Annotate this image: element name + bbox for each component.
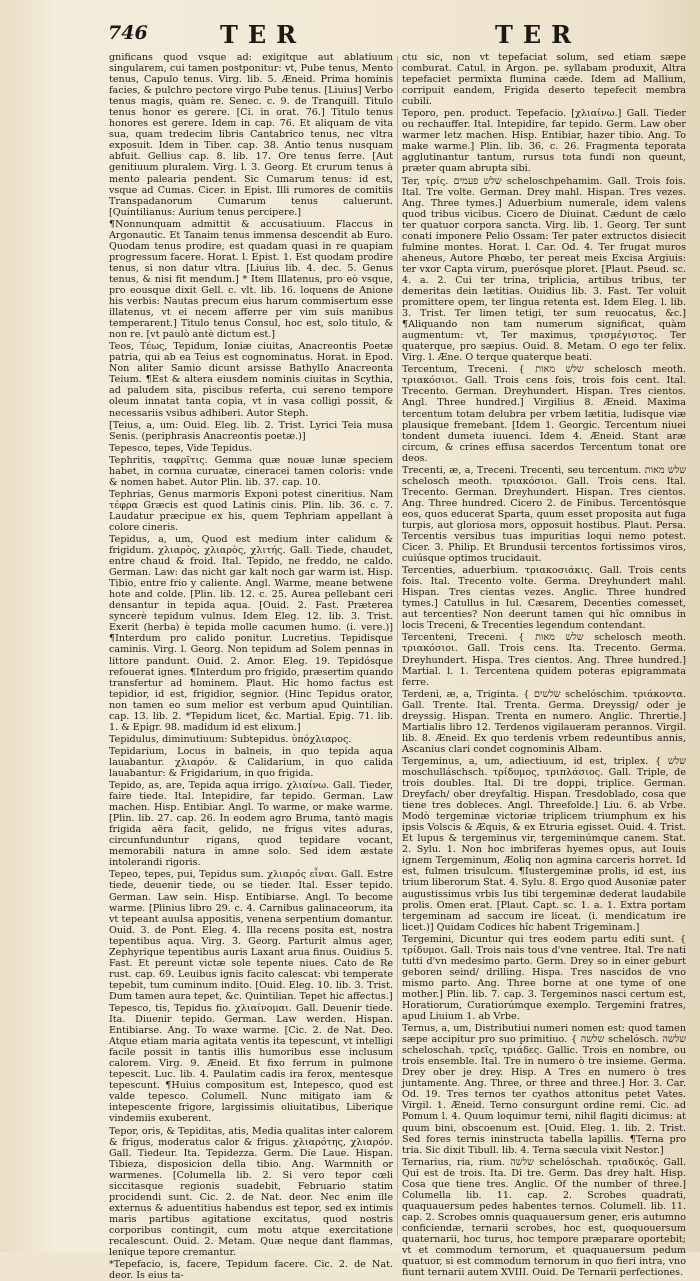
dictionary-entry: Tercentum, Treceni. { שלש מאות schelosch meoth. τριακόσιοι. Gall. Trois cens fois, trois fois cent. Ital. Trecento. German. Dreyhundert. Hispan. Tres cientos. Angl. Three hundred.] Virgilius 8. Æneid. Maxima tercentum totam delubra per vrbem lætitia, ludisque viæ plausique fremebant. [Idem 1. Georgic. Tercentum niuei tondent dumeta iuuenci. Idem 4. Æneid. Stant aræ circum, & crines effusa sacerdos Tercentum tonat ore deos.	[402, 364, 686, 464]
dictionary-entry: Ternus, a, um, Distributiui numeri nomen est: quod tamen sæpe accipitur pro suo primitiuo. { שלשה schelósch. שלשה scheloschah. τρεῖς, τριάδες. Gallic. Trois en nombre, ou trois ensemble. Ital. Tre in numero ò tre insieme. Germa. Drey ober je drey. Hisp. A Tres en numero ò tres juntamente. Ang. Three, or three and three.] Hor. 3. Car. Od. 19. Tres ternos ter cyathos attonitus petet Vates. Virgil. 1. Æneid. Terno consurgunt ordine remi. Cic. ad Pomum l. 4. Quum loquimur terni, nihil flagiti dicimus: at quum bini, obscoenum est. [Ouid. Eleg. 1. lib. 2. Trist. Sed fores ternis ininstructa tabella lapillis. ¶Terna pro tria. Sic dixit Tibull. lib. 4. Terna sæcula vixit Nestor.]	[402, 1023, 686, 1156]
dictionary-entry: Tergeminus, a, um, adiectiuum, id est, triplex. { שלש moschulláschsch. τρίδυμος, τριπλάσιος. Gall. Triple, de trois doubles. Ital. Di tre doppi, triplice. German. Dreyfach/ ober dreyfaltig. Hispan. Tresdoblado, cosa que tiene tres dobleces. Angl. Threefolde.] Liu. 6. ab Vrbe. Modò tergeminæ victoriæ triplicem triumphum ex his ipsis Volscis & Æquis, & ex Etruria egisset. Ouid. 4. Trist. Et lupus & tergeminus vir, tergeminúmque canem. Stat. 2. Sylu. 1. Non hoc imbriferas hyemes opus, aut Iouis ignem Tergeminum, Æoliq non agmina carceris horret. Id est, fulmen trisulcum. ¶Iustergeminæ prolis, id est, ius trium liberorum Stat. 4. Sylu. 8. Ergo quod Ausoniæ pater augustissimus vrbis Ius tibi tergeminæ dederat laudabile prolis. Omen erat. [Plaut. Capt. sc. 1. a. 1. Extra portam tergeminam ad saccum ire liceat. (i. mendicatum ire licet.)] Quidam Codices hîc habent Trigeminam.]	[402, 755, 686, 933]
dictionary-entry: Trecenti, æ, a, Treceni. Trecenti, seu tercentum. שלש מאות schelosch meoth. τριακόσιοι. Gall. Trois cens. Ital. Trecento. German. Dreyhundert. Hispan. Tres cientos. Ang. Three hundred. Cicero 2. de Finibus. Tercentósque eos, quos educerat Sparta, quum esset proposita aut fuga turpis, aut gloriosa mors, opposuit hostibus. Plaut. Persa. Tercentis versibus tuas impuritias loqui nemo potest. Cicer. 3. Philip. Et Brundusii tercentos fortissimos viros, cuiúsque optimos trucidauit.	[402, 464, 686, 565]
dictionary-entry: Ternarius, ria, rium. שלשה schelóschah. τριαδικός. Gall. Qui est de trois. Ita. Di tre. Germ. Das drey halt. Hisp. Cosa que tiene tres. Anglic. Of the number of three.] Columella lib. 11. cap. 2. Scrobes quadrati, quaquauersum pedes habentes ternos. Columell. lib. 11. cap. 2. Scrobes omnis quaquauersum gener, eris autumno conficiendæ, ternarii scrobes, hoc est, quoquouersum quaternarii, hoc turus, hoc tempore præparare oportebit; vt et commodum ternorum, et quaquauersum pedum quatuor, si est commodum ternorum in quo fieri intra, vno fiunt ternarii autem XVIII. Ouid. De Ternarii perfectiones.	[402, 1156, 686, 1279]
dictionary-entry: Tepor, oris, & Tepiditas, atis, Media qualitas inter calorem & frigus, moderatus calor & frigus. χλιαρότης, χλιαρόν. Gall. Tiedeur. Ita. Tepidezza. Germ. Die Laue. Hispan. Tibieza, disposicion della tibio. Ang. Warmnith or warmenes. [Columella lib. 2. Si vero tepor cœli siccitasque regionis suadebit, Februario statim procidendi sunt. Cic. 2. de Nat. deor. Nec enim ille externus & aduentitius habendus est tepor, sed ex intimis maris partibus agitatione excitatus, quod nostris corporibus contingit, cum motu atque exercitatione recalescunt. Ouid. 2. Metam. Quæ neque dant flammas, lenique tepore cremantur.	[109, 1125, 393, 1259]
dictionary-entry: Terdeni, æ, a, Triginta. { שלשים schelóschim. τριάκοντα. Gall. Trente. Ital. Trenta. Germa. Dreyssig/ oder je dreyssig. Hispan. Trenta en numero. Anglic. Thrertie.] Martialis libro 12. Terdenos vigilaueram perannos. Virgil. lib. 8. Æneid. Ex quo terdenis vrbem redeuntibus annis, Ascanius clari condet cognominis Albam.	[402, 688, 686, 755]
dictionary-entry: Tercenteni, Treceni. { שלש מאות schelosch meoth. τριακόσιοι. Gall. Trois cens. Ita. Trecento. Germa. Dreyhundert. Hispa. Tres cientos. Ang. Three hundred.] Martial. l. 1. Tercentena quidem poteras epigrammata ferre.	[402, 632, 686, 688]
running-head-right: TER	[495, 20, 582, 49]
dictionary-entry: ctu sic, non vt tepefaciat solum, sed etiam sæpe comburat. Catul. in Argon. pe. syllabam produxit, Altra tepefaciet permixta flumina cæde. Idem ad Mallium, corripuit eandem, Frigida deserto tepefecit membra cubili.	[402, 52, 686, 108]
column-divider	[397, 56, 398, 1236]
dictionary-entry: Teporo, pen. product. Tepefacio. [χλιαίνω.] Gall. Tieder ou rechauffer. Ital. Intepidire, far tepido. Germ. Law ober warmer letz machen. Hisp. Entibiar, hazer tibio. Ang. To make warme.] Plin. lib. 36. c. 26. Fragmenta teporata agglutinantur tantum, rursus tota fundi non queunt, præter quam abrupta sibi.	[402, 108, 686, 175]
dictionary-entry: Tepidulus, diminutiuum: Subtepidus. ὑπόχλιαρος.	[109, 733, 352, 745]
dictionary-entry: Tepeo, tepes, pui, Tepidus sum. χλιαρός εἶναι. Gall. Estre tiede, deuenir tiede, ou se tieder. Ital. Esser tepido. German. Law sein. Hisp. Entibiarse. Angl. To become warme. [Plinius libro 29. c. 4. Carnibus galinaceorum, ita vt tepeant auulsa appositis, venena serpentium domantur. Ouid. 3. de Pont. Eleg. 4. Illa recens posita est, nostra tepentibus aqua. Virg. 3. Georg. Parturit almus ager, Zephyrique tepentibus auris Laxant arua finus. Ouidius 5. Fast. Et pereunt victæ sole tepente niues. Cato de Re rust. cap. 69. Leuibus ignis facito calescat: vbi temperate tepebit, tum cuminum indito. [Ouid. Eleg. 10. lib. 3. Trist. Dum tamen aura tepet, &c. Quintilian. Tepet hic affectus.]	[109, 869, 393, 1002]
dictionary-entry: gnificans quod vsque ad: exigitque aut ablatiuum singularem, cui tamen postponitur: vt, Pube tenus, Mento tenus, Capulo tenus. Virg. lib. 5. Æneid. Prima hominis facies, & pulchro pectore virgo Pube tenus. [Liuius] Verbo tenus magis, quàm re. Senec. c. 9. de Tranquill. Titulo tenus honor es gerere. [Ci. in orat. 76.] Titulo tenus honores est gerere. Idem in cap. 76. Et aliquam de vita sua, quam tredecim libris Cantabrico tenus, nec vltra exposuit. Idem in Tiber. cap. 38. Antio tenus nusquam abfuit. Gellius cap. 8. lib. 17. Ore tenus ferre. [Aut genitiuum pluralem. Virg. l. 3. Georg. Et crurum tenus à mento palearia pendent. Sic Cumarum tenus: id est, vsque ad Cumas. Cicer. in Epist. Illi rumores de comitiis Transpadanorum Cumarum tenus caluerunt. [Quintilianus: Aurium tenus percipere.]	[109, 52, 393, 218]
dictionary-entry: Tephrias, Genus marmoris Exponi potest cineritius. Nam τέφρα Græcis est quod Latinis cinis. Plin. lib. 36. c. 7. Laudatur præcipue ex his, quem Tephriam appellant à colore cineris.	[109, 488, 393, 533]
page-header	[0, 14, 700, 48]
page-number: 746	[108, 22, 148, 44]
text-columns	[108, 52, 686, 1281]
dictionary-entry: Tephritis, ταφρῖτις. Gemma quæ nouæ lunæ speciem habet, in cornua curuatæ, cineracei tamen coloris: vnde & nomen habet. Autor Plin. lib. 37. cap. 10.	[109, 454, 393, 488]
dictionary-entry: *Tepefacio, is, facere, Tepidum facere. Cic. 2. de Nat. deor. Is eius ta-	[109, 1259, 393, 1281]
running-head-left: TER	[220, 20, 307, 49]
dictionary-entry: Tepesco, tepes, Vide Tepidus.	[109, 442, 253, 454]
dictionary-entry: Tercenties, aduerbium. τριακοσιάκις. Gall. Trois cents fois. Ital. Trecento volte. Germa. Dreyhundert mahl. Hispan. Tres cientas vezes. Anglic. Three hundred tymes.] Catullus in Iul. Cæsarem, Decenties comesset, aut tercenties? Non deerunt tamen qui hîc omnibus in locis Treceni, & Trecenties legendum contendant.	[402, 565, 686, 632]
left-column	[108, 52, 393, 1281]
dictionary-entry: Ter, τρίς. שלש פעמים scheloschpehamim. Gall. Trois fois. Ital. Tre volte. German. Drey mahl. Hispan. Tres vezes. Ang. Three tymes.] Aduerbium numerale, idem valens quod tribus vicibus. Cicero de Diuinat. Cædunt de cælo ter quatuor corpora sancta. Virg. lib. 1. Georg. Ter sunt conati imponere Pelio Ossam: Ter pater extructos disiecit fulmine montes. Horat. l. Car. Od. 4. Ter frugat muros aheneus, Autore Phœbo, ter pereat meis Excisa Argiuis: ter vxor Capta virum, puerósque ploret. [Plaut. Pseud. sc. 4. a. 2. Cui ter trina, triplicia, artibus tribus, ter demeritas dein lætitias. Ouidius lib. 3. Fast. Ter voluit promittere opem, ter lingua retenta est. Idem Eleg. l. lib. 3. Trist. Ter limen tetigi, ter sum reuocatus, &c.] ¶Aliquando non tam numerum significat, quàm augmentum: vt, Ter maximus, τρισμέγιστος. Ter quaterque, pro sæpius. Ouid. 8. Metam. O ego ter felix. Virg. l. Æne. O terque quaterque beati.	[402, 175, 686, 364]
dictionary-entry: Tergemini, Dicuntur qui tres eodem partu editi sunt. { τρίδυμοι. Gall. Trois nais tous d'vne ventree. Ital. Tre nati tutti d'vn medesimo parto. Germ. Drey so in einer geburt geboren seind/ drilling. Hispa. Tres nascidos de vno mismo parto. Ang. Three borne at one tyme of one mother.] Plin. lib. 7. cap. 3. Tergeminos nasci certum est, Horatiorum, Curatiorúmque exemplo. Tergemini fratres, apud Liuium 1. ab Vrbe.	[402, 933, 686, 1023]
dictionary-entry: Tepido, as, are, Tepida aqua irrigo. χλιαίνω. Gall. Tieder, faire tiede. Ital. Intepidire, far tepido. German. Law machen. Hisp. Entibiar. Angl. To warme, or make warme. [Plin. lib. 27. cap. 26. In eodem agro Bruma, tantò magis frigida aëra facit, gelido, ne frigus vites aduras, circunfunduntur rigans, quod tepidare vocant, memorabili natura in amne solo. Sed idem æstate intolerandi rigoris.	[109, 780, 393, 869]
dictionary-entry: Tepidus, a, um, Quod est medium inter calidum & frigidum. χλιαρὸς, χλιαρὸς, χλιτής. Gall. Tiede, chaudet, entre chaud & froid. Ital. Tepido, ne freddo, ne caldo. German. Law: das nicht gar kalt noch gar warm ist. Hisp. Tibio, entre frio y caliente. Angl. Warme, meane betwene hote and colde. [Plin. lib. 12. c. 25. Aurea pellebant ceri densantur in tepida aqua. [Ouid. 2. Fast. Præterea syncerè tepidum vulnus. Idem Eleg. 12. lib. 3. Trist. Exerit (herba) è tepida molle cacumen humo. (i. vere.)] ¶Interdum pro calido ponitur. Lucretius. Tepidisque caminis. Virg. l. Georg. Non tepidum ad Solem pennas in littore pandunt. Ouid. 2. Amor. Eleg. 19. Tepidósque refouerat ignes. ¶Interdum pro frigido, præsertim quando transfertur ad hominem. Plaut. Hic homo factus est tepidior, id est, frigidior, segnior. (Hinc Tepidus orator, non tamen eo sum melior est verbum apud Quintilian. cap. 13. lib. 2. *Tepidum licet, &c. Martial. Epig. 71. lib. 1. & Epigr. 98. madidum id est elixum.]	[109, 534, 393, 733]
right-column	[401, 52, 686, 1279]
dictionary-entry: [Teius, a, um: Ouid. Eleg. lib. 2. Trist. Lyrici Teia musa Senis. (periphrasis Anacreontis poetæ.)]	[109, 419, 393, 442]
dictionary-entry: ¶Nonnunquam admittit & accusatiuum. Flaccus in Argonautic. Et Tanaim tenus immensa descendit ab Euro. Quodam tenus prodire, est quadam quasi in re quapiam progressum facere. Horat. l. Epist. 1. Est quodam prodire tenus, si non datur vltra. [Liuius lib. 4. dec. 5. Genus tenus, & nisi fit mendum.] * Item Illatenus, pro eò vsque, pro eousque dixit Gell. c. vlt. lib. 16. loquens de Anione his verbis: Nautas precum eius harum commisertum esse illatenus, vt ei necem afferre per vim suis manibus temperarent.] Titulo tenus Consul, hoc est, solo titulo, & non re. [vt paulò antè dictum est.]	[109, 218, 393, 341]
dictionary-entry: Teos, Τέως, Tepidum, Ioniæ ciuitas, Anacreontis Poetæ patria, qui ab ea Teius est cognominatus. Horat. in Epod. Non aliter Samio dicunt arsisse Bathyllo Anacreonta Teium. ¶Est & altera eiusdem nominis ciuitas in Scythia, ad paludem sita, piscibus referta, cui sereno tempore oleum innatat tanta copia, vt in vasa colligi possit, & necessariis vsibus adhiberi. Autor Steph.	[109, 341, 393, 419]
dictionary-entry: Tepidarium, Locus in balneis, in quo tepida aqua lauabantur. χλιαρόν. & Calidarium, in quo calida lauabantur: & Frigidarium, in quo frigida.	[109, 745, 393, 779]
dictionary-entry: Tepesco, tis, Tepidus fio. χλιαίνομαι. Gall. Deuenir tiede. Ita. Diuenir tepido. German. Law werden. Hispan. Entibiarse. Ang. To waxe warme. [Cic. 2. de Nat. Deo. Atque etiam maria agitata ventis ita tepescunt, vt intelligi facile possit in tantis illis humoribus esse inclusum calorem. Virg. 9. Æneid. Et fixo ferrum in pulmone tepescit. Luc. lib. 4. Paulatim cadis ira ferox, mentesque tepescunt. ¶Huius compositum est, Intepesco, quod est valde tepesco. Columell. Nunc mitigato iam & intepescente frigore, largissimis oliuitatibus, Liberique vindemiis exuberent.	[109, 1002, 393, 1125]
